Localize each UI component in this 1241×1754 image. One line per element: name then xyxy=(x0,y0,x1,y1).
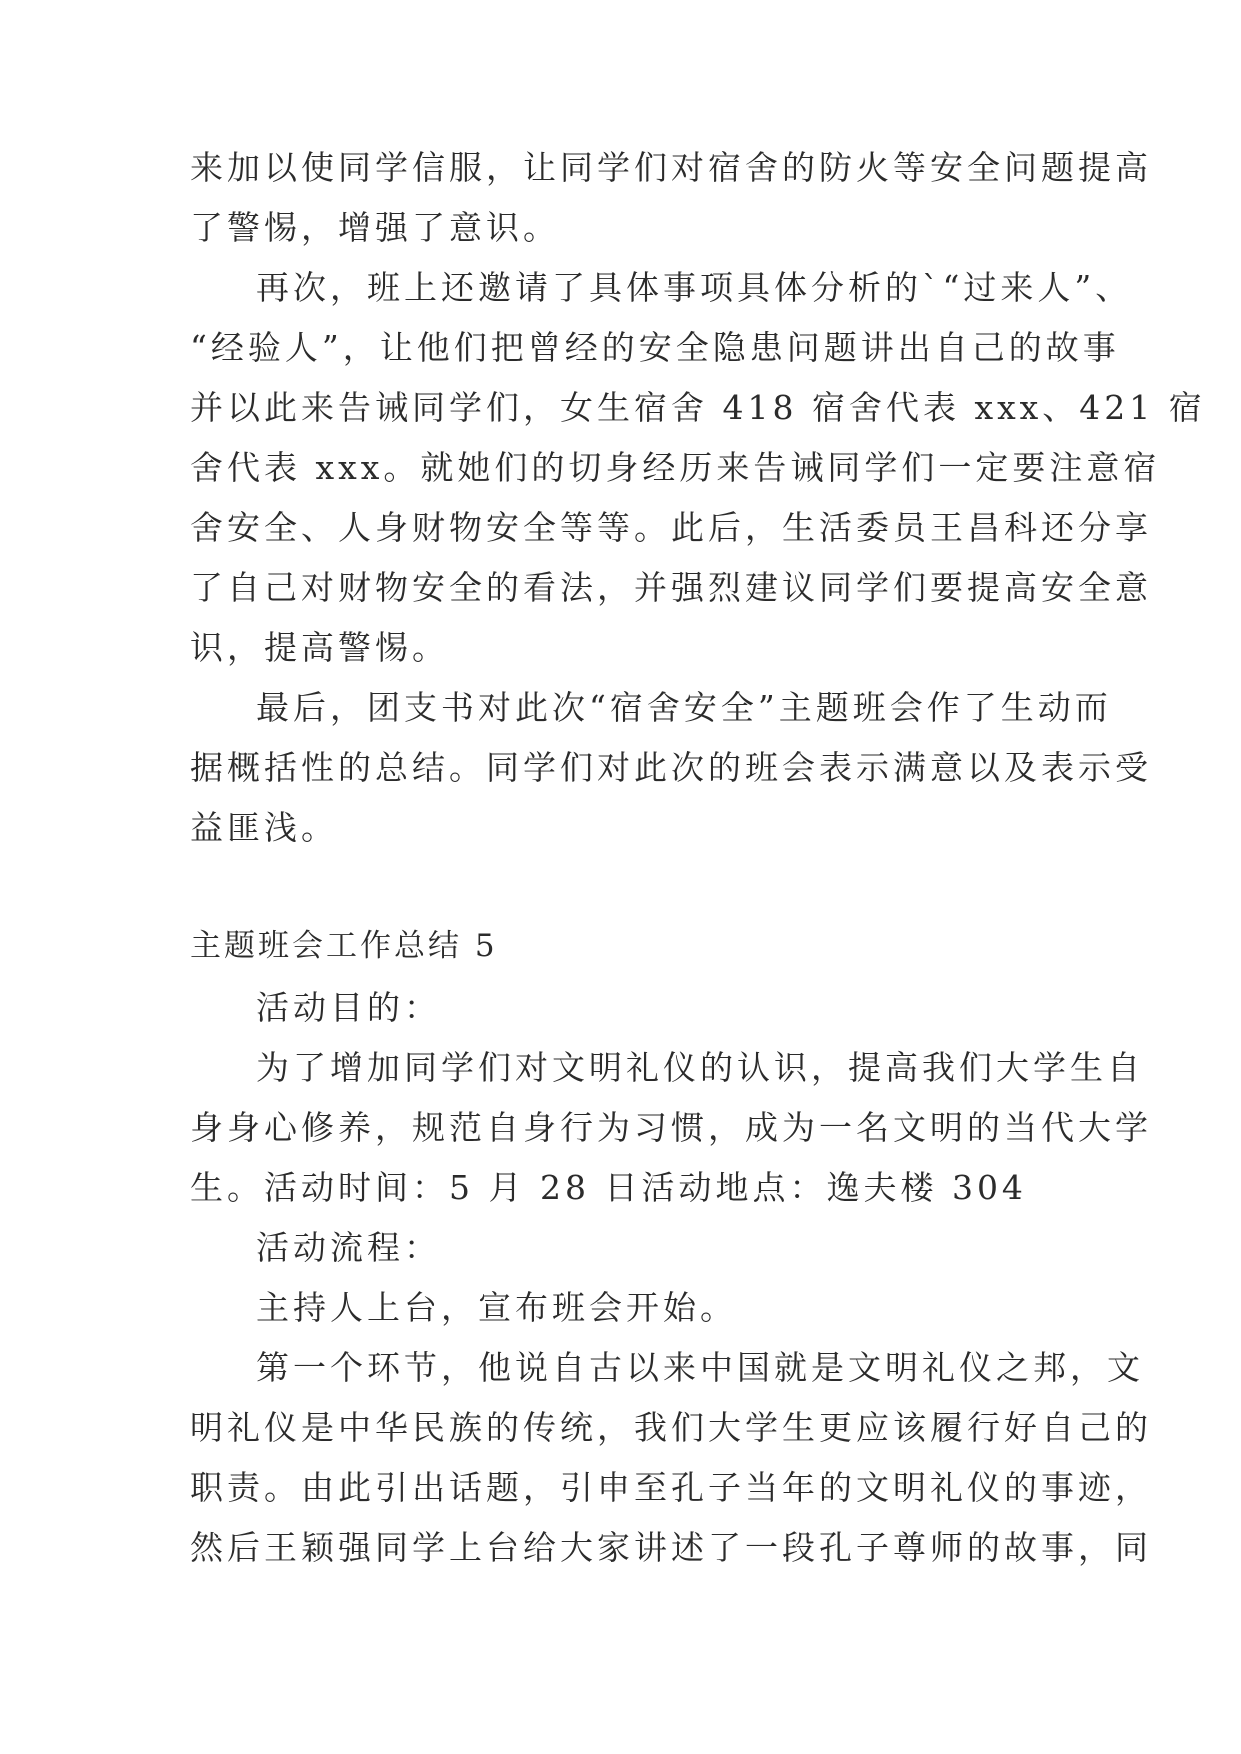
paragraph-line: 然后王颖强同学上台给大家讲述了一段孔子尊师的故事，同 xyxy=(190,1528,1152,1567)
paragraph-line: 活动流程： xyxy=(256,1228,441,1267)
paragraph-line: 了警惕，增强了意识。 xyxy=(190,208,560,247)
paragraph-line: “经验人”，让他们把曾经的安全隐患问题讲出自己的故事 xyxy=(190,328,1120,367)
paragraph-line: 识，提高警惕。 xyxy=(190,628,449,667)
paragraph-line: 第一个环节，他说自古以来中国就是文明礼仪之邦，文 xyxy=(256,1348,1144,1387)
paragraph-line: 最后，团支书对此次“宿舍安全”主题班会作了生动而 xyxy=(256,688,1112,727)
paragraph-line: 再次，班上还邀请了具体事项具体分析的`“过来人”、 xyxy=(256,268,1133,307)
paragraph-line: 并以此来告诫同学们，女生宿舍 418 宿舍代表 xxx、421 宿 xyxy=(190,388,1206,427)
paragraph-line: 为了增加同学们对文明礼仪的认识，提高我们大学生自 xyxy=(256,1048,1144,1087)
paragraph-line: 身身心修养，规范自身行为习惯，成为一名文明的当代大学 xyxy=(190,1108,1152,1147)
paragraph-line: 来加以使同学信服，让同学们对宿舍的防火等安全问题提高 xyxy=(190,148,1152,187)
paragraph-line: 明礼仪是中华民族的传统，我们大学生更应该履行好自己的 xyxy=(190,1408,1152,1447)
paragraph-line: 职责。由此引出话题，引申至孔子当年的文明礼仪的事迹， xyxy=(190,1468,1152,1507)
paragraph-line: 主持人上台，宣布班会开始。 xyxy=(256,1288,737,1327)
paragraph-line: 活动目的： xyxy=(256,988,441,1027)
section-heading: 主题班会工作总结 5 xyxy=(190,928,498,964)
paragraph-line: 舍代表 xxx。就她们的切身经历来告诫同学们一定要注意宿 xyxy=(190,448,1161,487)
paragraph-line: 据概括性的总结。同学们对此次的班会表示满意以及表示受 xyxy=(190,748,1152,787)
paragraph-line: 益匪浅。 xyxy=(190,808,338,847)
paragraph-line: 舍安全、人身财物安全等等。此后，生活委员王昌科还分享 xyxy=(190,508,1152,547)
paragraph-line: 了自己对财物安全的看法，并强烈建议同学们要提高安全意 xyxy=(190,568,1152,607)
paragraph-line: 生。活动时间：5 月 28 日活动地点：逸夫楼 304 xyxy=(190,1168,1027,1207)
